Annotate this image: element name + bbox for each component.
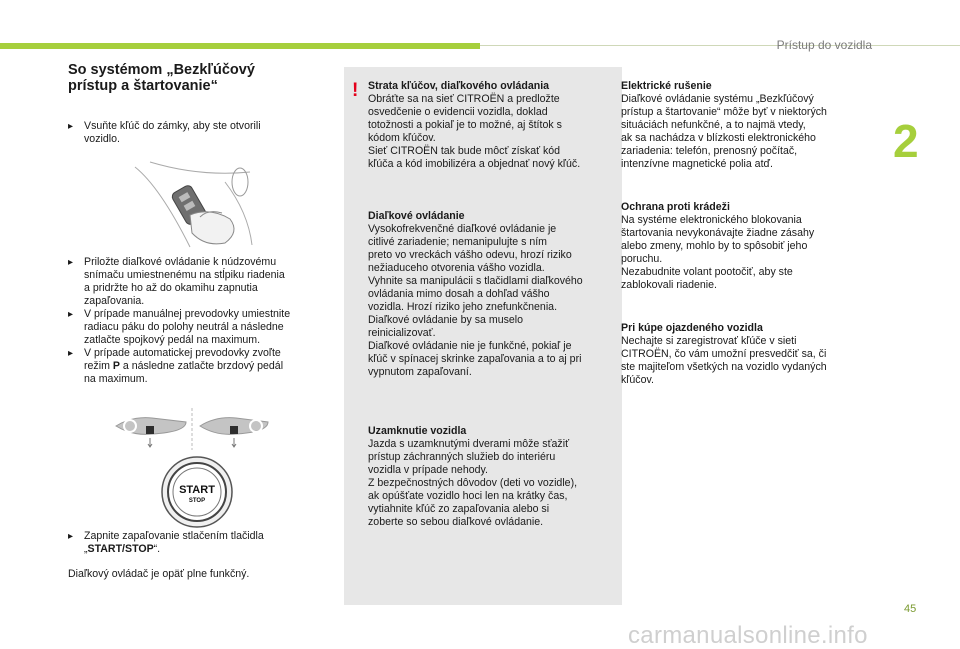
start-stop-button [160, 455, 234, 529]
pedal-pressing-illustration [112, 408, 272, 450]
info-block-locking-vehicle: Uzamknutie vozidla Jazda s uzamknutými dverami môže sťažiť prístup záchranných služieb do interiéru vozidla v prípade nehody. Z bezpečnostných dôvodov (deti vo vozidle), ak opúšťate vozidlo hoci len na krátky čas, vytiahnite kľúč zo zapaľovania alebo si zoberte so sebou diaľkové ovládanie. [368, 425, 578, 528]
remote-functional-note: Diaľkový ovládač je opäť plne funkčný. [68, 568, 250, 580]
watermark: carmanualsonline.info [628, 622, 868, 649]
arrow-bullet-icon: ▸ [68, 121, 74, 132]
section-heading: So systémom „Bezkľúčový prístup a štartovanie“ [68, 62, 255, 94]
arrow-bullet-icon: ▸ [68, 309, 74, 320]
arrow-bullet-icon: ▸ [68, 257, 74, 268]
header-accent-bar [0, 43, 480, 49]
start-label: START [179, 484, 215, 496]
info-block-remote-control: Diaľkové ovládanie Vysokofrekvenčné diaľkové ovládanie je citlivé zariadenie; nemanipulujte s ním preto vo vreckách vášho odevu, hrozí riziko nežiaduceho otvorenia vášho vozidla. Vyhnite sa manipulácii s tlačidlami diaľkového ovládania mimo dosah a dohľad vášho vozidla. Hrozí riziko jeho znefunkčnenia. Diaľkové ovládanie by sa muselo reinicializovať. Diaľkové ovládanie nie je funkčné, pokiaľ je kľúč v spínacej skrinke zapaľovania a to aj pri vypnutom zapaľovaní. [368, 210, 583, 378]
section-title: Prístup do vozidla [776, 38, 872, 52]
header-rule [480, 45, 960, 46]
info-block-used-vehicle: Pri kúpe ojazdeného vozidla Nechajte si zaregistrovať kľúče v sieti CITROËN, čo vám umožní presvedčiť sa, či ste majiteľom všetkých na vozidlo vydaných kľúčov. [621, 322, 827, 386]
arrow-bullet-icon: ▸ [68, 531, 74, 542]
info-block-lost-keys: Strata kľúčov, diaľkového ovládania Obráťte sa na sieť CITROËN a predložte osvedčenie o evidencii vozidla, doklad totožnosti a pokiaľ je to možné, aj štítok s kódom kľúčov. Sieť CITROËN tak bude môcť získať kód kľúča a kód imobilizéra a objednať nový kľúč. [368, 80, 581, 170]
chapter-number: 2 [893, 115, 919, 167]
arrow-bullet-icon: ▸ [68, 348, 74, 359]
left-column [68, 62, 334, 580]
instruction-automatic-gearbox: ▸ V prípade automatickej prevodovky zvoľte režim P a následne zatlačte brzdový pedál na maximum. [68, 347, 284, 385]
instruction-emergency-reader: ▸ Priložte diaľkové ovládanie k núdzovému snímaču umiestnenému na stĺpiku riadenia a pridržte ho až do okamihu zapnutia zapaľovania. [68, 256, 285, 307]
info-block-anti-theft: Ochrana proti krádeži Na systéme elektronického blokovania štartovania nevykonávajte žiadne zásahy alebo zmeny, mohlo by to spôsobiť jeho poruchu. Nezabudnite volant pootočiť, aby ste zablokovali riadenie. [621, 201, 815, 291]
start-stop-button-icon [160, 455, 234, 529]
warning-exclamation-icon: ! [352, 80, 359, 101]
stop-label: STOP [188, 498, 206, 504]
instruction-start-stop: ▸ Zapnite zapaľovanie stlačením tlačidla „START/STOP“. [68, 530, 264, 555]
remote-on-steering-column-illustration [130, 157, 260, 251]
info-block-electrical-interference: Elektrické rušenie Diaľkové ovládanie systému „Bezkľúčový prístup a štartovanie“ môže byť v niektorých situáciách nefunkčné, a to najmä vtedy, ak sa nachádza v blízkosti elektronického zariadenia: telefón, prenosný počítač, intenzívne magnetické polia atď. [621, 80, 827, 170]
page-number: 45 [904, 603, 917, 615]
instruction-insert-key: ▸ Vsuňte kľúč do zámky, aby ste otvorili vozidlo. [68, 120, 261, 145]
instruction-manual-gearbox: ▸ V prípade manuálnej prevodovky umiestnite radiacu páku do polohy neutrál a následne zatlačte spojkový pedál na maximum. [68, 308, 291, 346]
instruction-group [68, 256, 334, 386]
